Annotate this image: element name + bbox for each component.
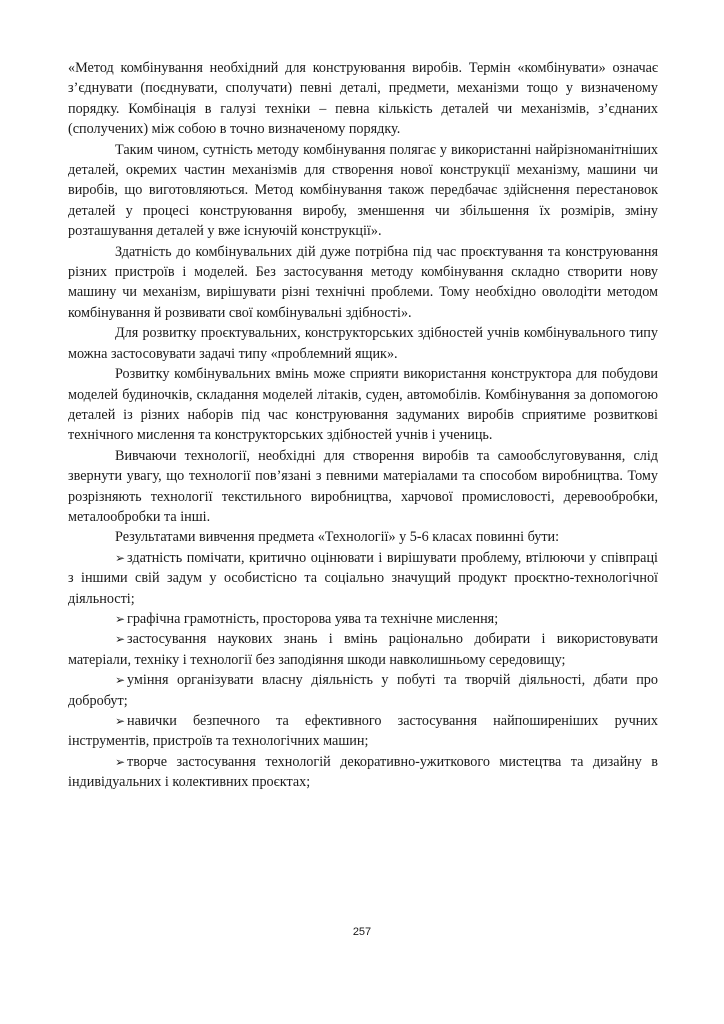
document-page	[68, 58, 658, 793]
paragraph-results-intro: Результатами вивчення предмета «Технології» у 5-6 класах повинні бути:	[115, 529, 560, 546]
list-item: ➢ здатність помічати, критично оцінювати і вирішувати проблему, втілюючи у співпраці з іншими свій задум у особистісно та соціально значущий продукт проєктно-технологічної діяльності;	[68, 549, 658, 607]
paragraph-constructor: Розвитку комбінувальних вмінь може сприяти використання конструктора для побудови моделей будиночків, складання моделей літаків, суден, автомобілів. Комбінування за допомогою деталей із різних наборів під час конструювання задуманих виробів сприятиме розвиткові технічного мислення та конструкторських здібностей учнів і учениць.	[68, 366, 658, 444]
paragraph-ability: Здатність до комбінувальних дій дуже потрібна під час проєктування та конструювання різних пристроїв і моделей. Без застосування методу комбінування складно створити нову машину чи механізм, вирішувати різні технічні проблеми. Тому необхідно оволодіти методом комбінування й розвивати свої комбінувальні здібності».	[68, 243, 658, 321]
paragraph-essence: Таким чином, сутність методу комбінування полягає у використанні найрізноманітніших деталей, окремих частин механізмів для створення нової конструкції механізму, машини чи виробів, що виготовляються. Метод комбінування також передбачає здійснення перестановок деталей у процесі конструювання виробу, зменшення чи збільшення їх розмірів, зміну розташування деталей у вже існуючій конструкції».	[68, 141, 658, 240]
list-item: ➢ навички безпечного та ефективного застосування найпоширеніших ручних інструментів, пристроїв та технологічних машин;	[68, 713, 658, 750]
list-item: ➢ графічна грамотність, просторова уява та технічне мислення;	[68, 609, 658, 629]
page-number: 257	[352, 926, 372, 938]
list-item: ➢ уміння організувати власну діяльність у побуті та творчій діяльності, дбати про добробут;	[68, 672, 658, 709]
arrow-bullet-icon: ➢	[115, 550, 126, 565]
list-item: ➢ застосування наукових знань і вмінь раціонально добирати і використовувати матеріали, техніку і технології без заподіяння шкоди навколишньому середовищу;	[68, 631, 658, 668]
arrow-bullet-icon: ➢	[115, 754, 126, 769]
arrow-bullet-icon: ➢	[115, 673, 126, 688]
paragraph-development: Для розвитку проєктувальних, конструкторських здібностей учнів комбінувального типу можна застосовувати задачі типу «проблемний ящик».	[68, 325, 658, 362]
list-item: ➢ творче застосування технологій декоративно-ужиткового мистецтва та дизайну в індивідуальних і колективних проєктах;	[68, 753, 658, 791]
arrow-bullet-icon: ➢	[115, 714, 126, 728]
paragraph-definition: «Метод комбінування необхідний для конструювання виробів. Термін «комбінувати» означає з’єднувати (поєднувати, сполучати) певні деталі, предмети, механізми тощо у визначеному порядку. Комбінація в галузі техніки – певна кількість деталей чи механізмів, з’єднаних (сполучених) між собою в точно визначеному порядку.	[68, 60, 658, 138]
paragraph-technologies: Вивчаючи технології, необхідні для створення виробів та самообслуговування, слід звернути увагу, що технології пов’язані з певними матеріалами та способом виробництва. Тому розрізняють технології текстильного виробництва, харчової промисловості, деревообробки, металообробки та інші.	[68, 447, 658, 525]
arrow-bullet-icon: ➢	[115, 632, 126, 647]
arrow-bullet-icon: ➢	[115, 611, 126, 626]
